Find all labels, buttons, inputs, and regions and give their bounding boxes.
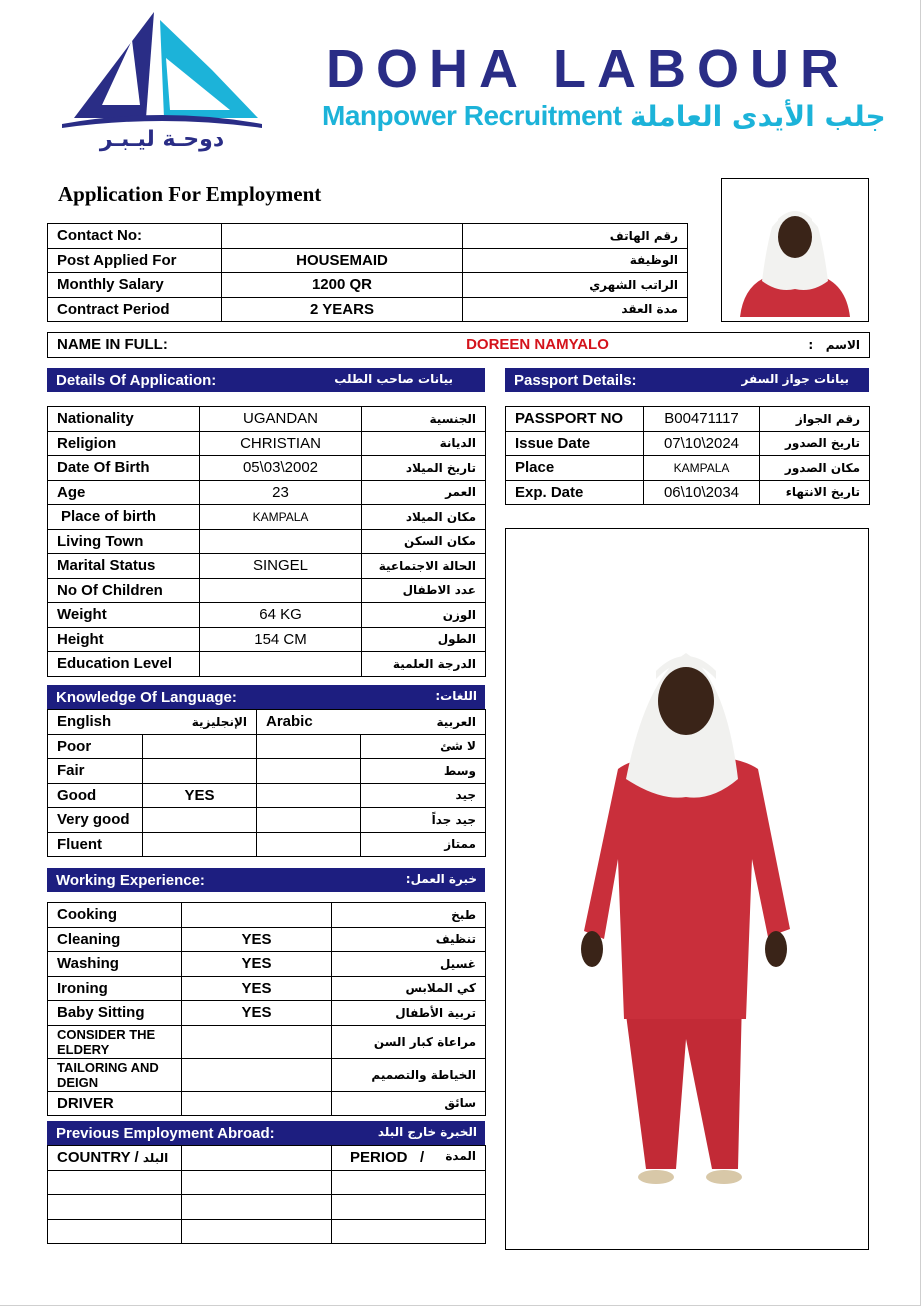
table-row	[48, 734, 486, 759]
detail-value: UGANDAN	[200, 407, 362, 432]
previous-employment-section-bar	[47, 1121, 485, 1145]
brand-subtitle-arabic: جلب الأيدى العاملة	[630, 100, 886, 133]
detail-value: 05\03\2002	[200, 456, 362, 481]
language-level: Good	[48, 783, 143, 808]
detail-label: Place of birth	[48, 505, 200, 530]
experience-label: CONSIDER THE ELDERY	[48, 1025, 182, 1058]
language-level-ar: جيد	[361, 783, 486, 808]
english-level-value: YES	[143, 783, 257, 808]
arabic-header-ar: العربية	[361, 710, 486, 735]
detail-value: 64 KG	[200, 603, 362, 628]
passport-label-ar: تاريخ الانتهاء	[760, 480, 870, 505]
country-slash: /	[134, 1149, 139, 1167]
experience-value	[182, 1091, 332, 1116]
language-section-bar	[47, 685, 485, 709]
experience-value: YES	[182, 976, 332, 1001]
experience-value: YES	[182, 952, 332, 977]
passport-title-ar: بيانات جواز السفر	[741, 372, 849, 386]
experience-label-ar: كي الملابس	[332, 976, 486, 1001]
previous-employment-title-ar: الخبرة خارج البلد	[377, 1125, 477, 1139]
detail-label: Date Of Birth	[48, 456, 200, 481]
detail-label: Religion	[48, 431, 200, 456]
detail-value: SINGEL	[200, 554, 362, 579]
table-row	[48, 273, 688, 298]
period-slash: /	[420, 1149, 425, 1167]
arabic-level-value	[257, 783, 361, 808]
experience-section-bar	[47, 868, 485, 892]
experience-label-ar: الخياطة والتصميم	[332, 1058, 486, 1091]
empty-cell	[48, 1170, 182, 1195]
detail-label-ar: تاريخ الميلاد	[362, 456, 486, 481]
table-row	[48, 1219, 486, 1244]
language-level: Fair	[48, 759, 143, 784]
passport-label-ar: رقم الجواز	[760, 407, 870, 432]
summary-table	[47, 223, 688, 322]
language-level: Fluent	[48, 832, 143, 857]
english-header: English	[48, 710, 143, 735]
period-label: PERIOD	[350, 1149, 408, 1167]
table-row	[48, 1146, 486, 1171]
table-row	[48, 407, 486, 432]
summary-label-ar: رقم الهاتف	[463, 224, 688, 249]
passport-label: Exp. Date	[506, 480, 644, 505]
table-row	[506, 456, 870, 481]
country-label-ar: البلد	[142, 1151, 169, 1166]
passport-label-ar: مكان الصدور	[760, 456, 870, 481]
name-colon: :	[808, 337, 814, 352]
country-header	[48, 1146, 182, 1171]
experience-label-ar: مراعاة كبار السن	[332, 1025, 486, 1058]
empty-cell	[48, 1219, 182, 1244]
brand-subtitle: Manpower Recruitment	[322, 100, 622, 131]
detail-value: 23	[200, 480, 362, 505]
summary-label: Monthly Salary	[48, 273, 222, 298]
period-header	[332, 1146, 486, 1171]
table-row	[506, 407, 870, 432]
experience-value	[182, 1025, 332, 1058]
detail-value: 154 CM	[200, 627, 362, 652]
full-body-photo	[505, 528, 869, 1250]
english-level-value	[143, 759, 257, 784]
language-title-ar: اللغات:	[435, 689, 477, 703]
summary-value	[222, 224, 463, 249]
previous-employment-table	[47, 1145, 486, 1244]
detail-label: Education Level	[48, 652, 200, 677]
portrait-photo-image	[722, 179, 868, 321]
empty-cell	[332, 1170, 486, 1195]
detail-label-ar: الوزن	[362, 603, 486, 628]
detail-label-ar: الطول	[362, 627, 486, 652]
table-row	[506, 431, 870, 456]
table-row	[48, 431, 486, 456]
table-row	[48, 603, 486, 628]
table-row	[48, 480, 486, 505]
summary-label: Post Applied For	[48, 248, 222, 273]
table-row	[48, 224, 688, 249]
summary-label: Contract Period	[48, 297, 222, 322]
summary-label-ar: مدة العقد	[463, 297, 688, 322]
table-row	[48, 529, 486, 554]
name-table	[47, 332, 870, 358]
experience-label: Cooking	[48, 903, 182, 928]
table-row	[48, 952, 486, 977]
experience-value	[182, 1058, 332, 1091]
experience-label: Cleaning	[48, 927, 182, 952]
passport-value: 07\10\2024	[644, 431, 760, 456]
table-row	[48, 832, 486, 857]
summary-label-ar: الوظيفة	[463, 248, 688, 273]
experience-label: Ironing	[48, 976, 182, 1001]
english-level-value	[143, 808, 257, 833]
experience-title: Working Experience:	[56, 872, 205, 889]
experience-label: TAILORING AND DEIGN	[48, 1058, 182, 1091]
name-label-ar	[808, 333, 870, 358]
table-row	[48, 1195, 486, 1220]
experience-label: Baby Sitting	[48, 1001, 182, 1026]
empty-cell	[182, 1219, 332, 1244]
summary-value: 2 YEARS	[222, 297, 463, 322]
table-row	[48, 1025, 486, 1058]
detail-label-ar: العمر	[362, 480, 486, 505]
table-row	[48, 1058, 486, 1091]
table-row	[48, 297, 688, 322]
language-level-ar: جيد جداً	[361, 808, 486, 833]
table-row	[48, 1001, 486, 1026]
detail-label: Marital Status	[48, 554, 200, 579]
experience-label-ar: تنظيف	[332, 927, 486, 952]
table-row	[48, 808, 486, 833]
detail-label-ar: عدد الاطفال	[362, 578, 486, 603]
table-row	[48, 1091, 486, 1116]
logo-arabic-text: دوحـة ليـبـر	[99, 127, 225, 152]
experience-table	[47, 902, 486, 1116]
passport-title: Passport Details:	[514, 372, 637, 389]
passport-value: B00471117	[644, 407, 760, 432]
table-row	[48, 554, 486, 579]
table-row	[48, 710, 486, 735]
empty-cell	[332, 1195, 486, 1220]
table-row	[48, 652, 486, 677]
previous-employment-title: Previous Employment Abroad:	[56, 1125, 275, 1142]
english-level-value	[143, 734, 257, 759]
details-table	[47, 406, 486, 677]
detail-label-ar: الديانة	[362, 431, 486, 456]
table-row	[48, 759, 486, 784]
passport-label: Issue Date	[506, 431, 644, 456]
detail-label-ar: الدرجة العلمية	[362, 652, 486, 677]
full-name-value: DOREEN NAMYALO	[268, 333, 808, 358]
summary-value: HOUSEMAID	[222, 248, 463, 273]
empty-cell	[182, 1195, 332, 1220]
empty-cell	[182, 1146, 332, 1171]
portrait-photo	[721, 178, 869, 322]
experience-title-ar: خبرة العمل:	[405, 872, 477, 886]
detail-label: Nationality	[48, 407, 200, 432]
experience-label: DRIVER	[48, 1091, 182, 1116]
name-label-ar-text: الاسم	[825, 337, 860, 352]
passport-table	[505, 406, 870, 505]
detail-label: No Of Children	[48, 578, 200, 603]
experience-label-ar: طبخ	[332, 903, 486, 928]
detail-label: Weight	[48, 603, 200, 628]
language-level: Poor	[48, 734, 143, 759]
experience-value: YES	[182, 1001, 332, 1026]
passport-label: PASSPORT NO	[506, 407, 644, 432]
detail-label: Age	[48, 480, 200, 505]
experience-label-ar: غسيل	[332, 952, 486, 977]
country-label: COUNTRY	[57, 1149, 131, 1167]
experience-label: Washing	[48, 952, 182, 977]
details-title-ar: بيانات صاحب الطلب	[334, 372, 453, 386]
experience-label-ar: تربية الأطفال	[332, 1001, 486, 1026]
empty-cell	[48, 1195, 182, 1220]
language-level-ar: ممتاز	[361, 832, 486, 857]
detail-label-ar: الحالة الاجتماعية	[362, 554, 486, 579]
arabic-level-value	[257, 734, 361, 759]
detail-label-ar: مكان الميلاد	[362, 505, 486, 530]
period-label-ar: المدة	[445, 1149, 476, 1164]
arabic-level-value	[257, 808, 361, 833]
table-row	[48, 505, 486, 530]
arabic-header: Arabic	[257, 710, 361, 735]
table-row	[48, 976, 486, 1001]
table-row	[48, 927, 486, 952]
table-row	[48, 333, 870, 358]
details-section-bar	[47, 368, 485, 392]
arabic-level-value	[257, 759, 361, 784]
language-level-ar: وسط	[361, 759, 486, 784]
detail-label-ar: مكان السكن	[362, 529, 486, 554]
language-table	[47, 709, 486, 857]
name-label: NAME IN FULL:	[48, 333, 268, 358]
doha-labour-logo	[62, 10, 262, 155]
passport-value: 06\10\2034	[644, 480, 760, 505]
passport-section-bar	[505, 368, 869, 392]
table-row	[48, 1170, 486, 1195]
table-row	[506, 480, 870, 505]
detail-value: KAMPALA	[200, 505, 362, 530]
detail-value	[200, 578, 362, 603]
full-body-photo-image	[506, 529, 868, 1249]
form-title: Application For Employment	[58, 182, 322, 206]
detail-value: CHRISTIAN	[200, 431, 362, 456]
language-level-ar: لا شئ	[361, 734, 486, 759]
detail-value	[200, 529, 362, 554]
table-row	[48, 903, 486, 928]
detail-label: Living Town	[48, 529, 200, 554]
experience-value	[182, 903, 332, 928]
experience-value: YES	[182, 927, 332, 952]
empty-cell	[332, 1219, 486, 1244]
summary-label: Contact No:	[48, 224, 222, 249]
arabic-level-value	[257, 832, 361, 857]
english-level-value	[143, 832, 257, 857]
detail-label: Height	[48, 627, 200, 652]
empty-cell	[182, 1170, 332, 1195]
table-row	[48, 456, 486, 481]
passport-label: Place	[506, 456, 644, 481]
table-row	[48, 578, 486, 603]
language-title: Knowledge Of Language:	[56, 689, 237, 706]
summary-value: 1200 QR	[222, 273, 463, 298]
brand-title: DOHA LABOUR	[326, 39, 850, 99]
detail-value	[200, 652, 362, 677]
experience-label-ar: سائق	[332, 1091, 486, 1116]
table-row	[48, 627, 486, 652]
passport-value: KAMPALA	[644, 456, 760, 481]
english-header-ar: الإنجليزية	[143, 710, 257, 735]
summary-label-ar: الراتب الشهري	[463, 273, 688, 298]
language-level: Very good	[48, 808, 143, 833]
detail-label-ar: الجنسية	[362, 407, 486, 432]
table-row	[48, 248, 688, 273]
details-title: Details Of Application:	[56, 372, 217, 389]
table-row	[48, 783, 486, 808]
passport-label-ar: تاريخ الصدور	[760, 431, 870, 456]
